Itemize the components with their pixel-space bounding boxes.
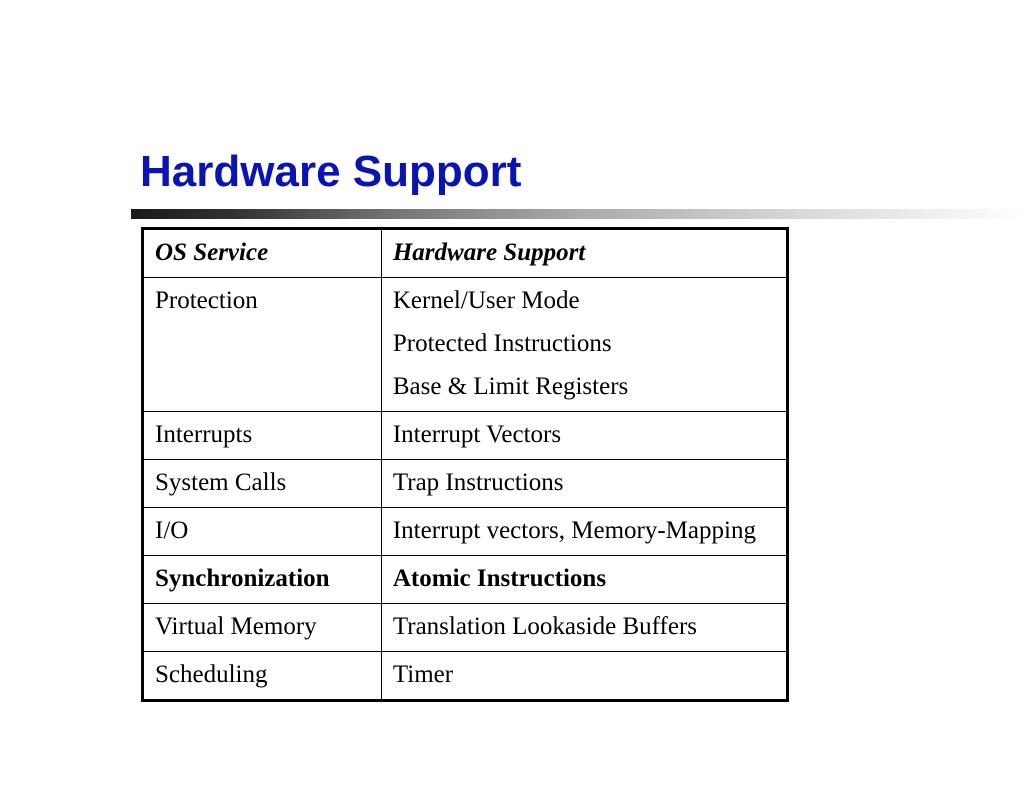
hardware-item: Interrupt Vectors (392, 421, 562, 448)
service-cell: Interrupts (143, 412, 382, 460)
hardware-item: Timer (392, 661, 454, 688)
service-cell: Virtual Memory (143, 604, 382, 652)
table-row (143, 508, 788, 556)
table-header-row (143, 229, 788, 278)
header-os-service: OS Service (143, 229, 382, 278)
service-cell: Protection (143, 278, 382, 412)
hardware-cell (381, 278, 787, 412)
hardware-item: Translation Lookaside Buffers (392, 613, 697, 640)
table-row (143, 556, 788, 604)
hardware-support-table (141, 227, 789, 702)
slide-title: Hardware Support (140, 147, 522, 196)
hardware-item: Interrupt vectors, Memory-Mapping (392, 517, 756, 544)
table-row (143, 604, 788, 652)
table-row (143, 460, 788, 508)
hardware-cell (381, 652, 787, 701)
table-row (143, 652, 788, 701)
title-gradient-rule (131, 209, 1024, 219)
hardware-item: Protected Instructions (392, 330, 612, 357)
table-row (143, 412, 788, 460)
hardware-item: Trap Instructions (392, 469, 564, 496)
header-hardware-support: Hardware Support (381, 229, 787, 278)
hardware-cell (381, 460, 787, 508)
service-cell: Scheduling (143, 652, 382, 701)
hardware-item: Base & Limit Registers (392, 373, 629, 400)
hardware-cell (381, 556, 787, 604)
hardware-cell (381, 604, 787, 652)
hardware-cell (381, 508, 787, 556)
service-cell: Synchronization (143, 556, 382, 604)
hardware-item: Atomic Instructions (392, 565, 607, 592)
hardware-cell (381, 412, 787, 460)
hardware-item: Kernel/User Mode (392, 287, 580, 314)
service-cell: System Calls (143, 460, 382, 508)
service-cell: I/O (143, 508, 382, 556)
table-row (143, 278, 788, 412)
